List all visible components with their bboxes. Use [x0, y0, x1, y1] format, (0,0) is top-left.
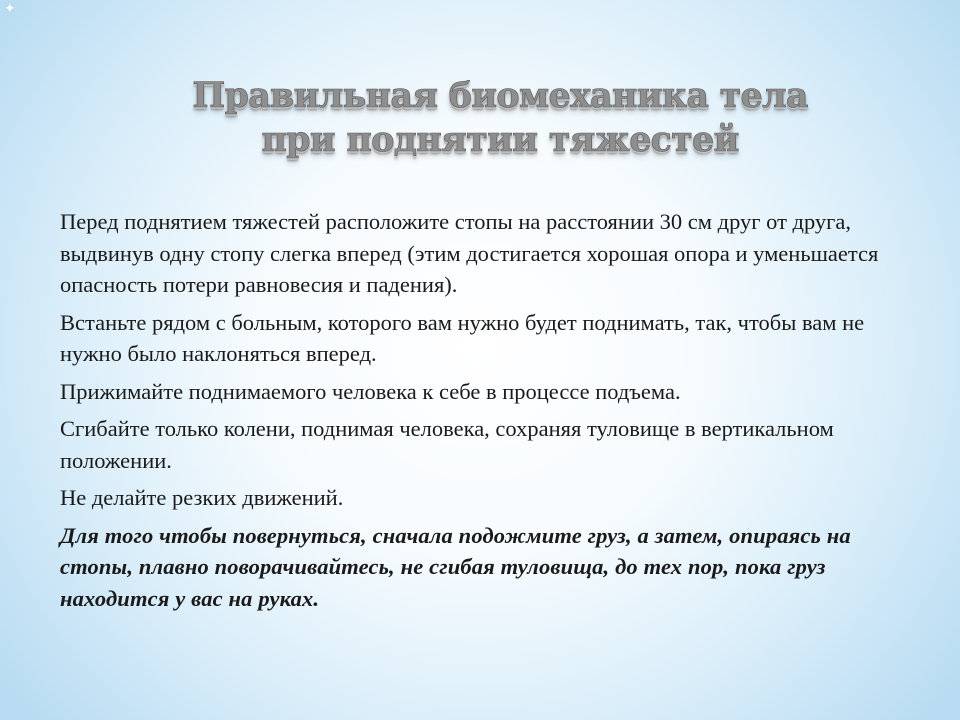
- paragraph-no-sudden-moves: Не делайте резких движений.: [60, 485, 344, 510]
- slide-title-line-2: при поднятии тяжестей: [261, 119, 739, 160]
- paragraph-bend-knees: Сгибайте только колени, поднимая человека, сохраняя туловище в вертикальном положении.: [60, 416, 834, 473]
- slide-title-line-1: Правильная биомеханика тела: [192, 75, 808, 116]
- paragraph-hold-close: Прижимайте поднимаемого человека к себе в процессе подъема.: [60, 378, 681, 404]
- paragraph-stand-beside: Встаньте рядом с больным, которого вам нужно будет поднимать, так, чтобы вам не нужно было наклоняться вперед.: [60, 309, 865, 366]
- paragraph-turning-instruction: Для того чтобы повернуться, сначала подожмите груз, а затем, опираясь на стопы, плавно поворачивайтесь, не сгибая туловища, до тех пор, пока груз находится у вас на руках.: [60, 522, 851, 611]
- star-icon: ✦: [4, 1, 16, 17]
- paragraph-foot-placement: Перед поднятием тяжестей расположите стопы на расстоянии 30 см друг от друга, выдвинув одну стопу слегка вперед (этим достигается хорошая опора и уменьшается опасность потери равновесия и падения).: [60, 209, 879, 297]
- slide-title: [150, 74, 850, 162]
- slide-body: [60, 206, 920, 620]
